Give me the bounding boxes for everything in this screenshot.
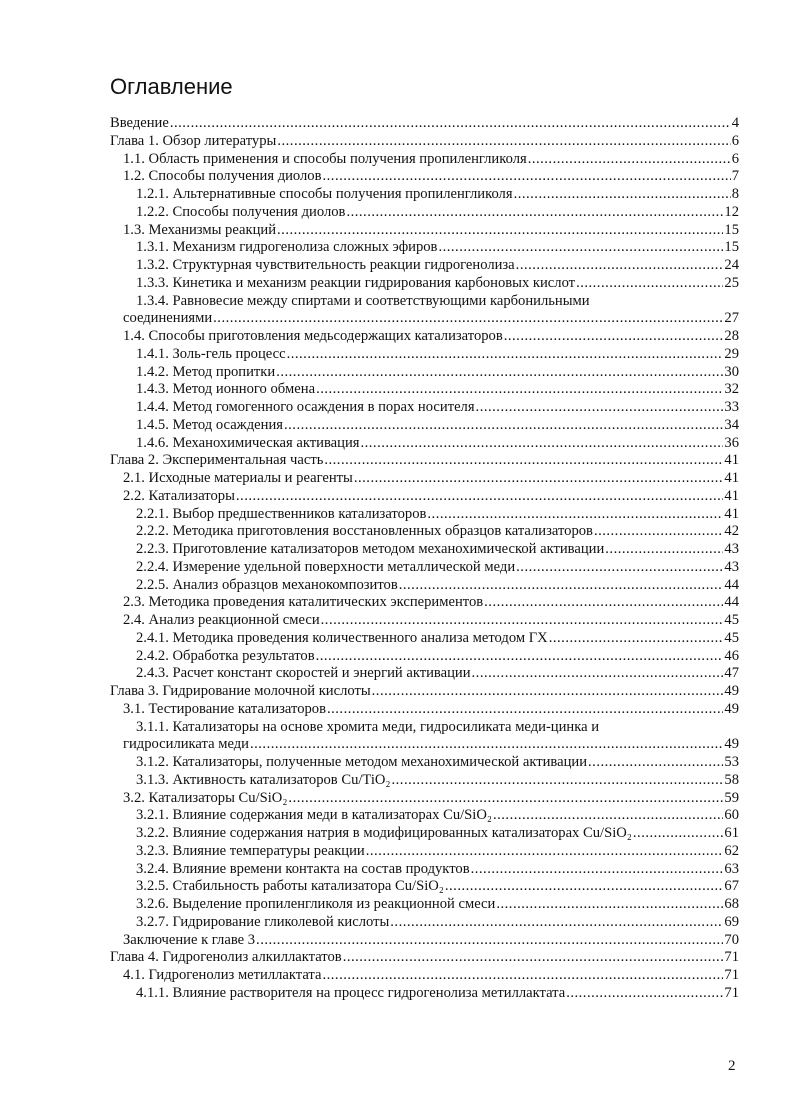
dot-leader <box>528 151 731 169</box>
toc-entry-page: 4 <box>731 115 739 131</box>
toc-entry-title: 1.4.5. Метод осаждения <box>136 416 283 433</box>
dot-leader <box>277 222 723 240</box>
dot-leader <box>472 665 724 683</box>
toc-entry-title: 1.2.1. Альтернативные способы получения пропиленгликоля <box>136 186 513 202</box>
toc-entry-page: 15 <box>724 221 739 238</box>
toc-entry[interactable] <box>110 257 739 275</box>
toc-entry[interactable] <box>110 843 739 861</box>
dot-leader <box>496 896 723 914</box>
dot-leader <box>516 559 723 577</box>
toc-entry-title: 1.1. Область применения и способы получения пропиленгликоля <box>123 150 527 167</box>
toc-entry-title: 3.1. Тестирование катализаторов <box>123 700 326 717</box>
toc-entry-title[interactable]: 3.1.1. Катализаторы на основе хромита меди, гидросиликата меди-цинка и <box>136 718 600 735</box>
toc-entry-page: 6 <box>731 150 739 167</box>
dot-leader <box>514 186 731 204</box>
toc-entry-page: 33 <box>724 399 739 415</box>
toc-entry-page: 49 <box>724 683 739 699</box>
toc-entry-title: 2.2.1. Выбор предшественников катализаторов <box>136 505 427 522</box>
toc-entry-title: Заключение к главе 3 <box>123 931 256 948</box>
toc-entry-page: 71 <box>724 949 739 966</box>
toc-entry[interactable] <box>110 790 739 808</box>
toc-entry-page: 27 <box>724 310 739 327</box>
toc-entry-page: 61 <box>724 825 739 841</box>
toc-entry-title: Глава 4. Гидрогенолиз алкиллактатов <box>110 949 342 966</box>
toc-entry-page: 67 <box>724 878 739 895</box>
toc-entry-title: 1.3. Механизмы реакций <box>123 221 277 238</box>
dot-leader <box>321 612 724 630</box>
toc-entry-title: 1.4.3. Метод ионного обмена <box>136 381 316 398</box>
toc-entry[interactable] <box>110 967 739 985</box>
toc-entry[interactable] <box>110 985 739 1003</box>
toc-entry-page: 7 <box>731 168 739 185</box>
toc-entry[interactable] <box>110 364 739 382</box>
toc-entry[interactable] <box>110 399 739 417</box>
dot-leader <box>256 932 723 950</box>
toc-entry[interactable] <box>110 204 739 222</box>
toc-entry[interactable] <box>110 435 739 453</box>
toc-entry-page: 49 <box>724 700 739 717</box>
dot-leader <box>288 790 723 808</box>
page-title: Оглавление <box>110 74 233 99</box>
dot-leader <box>213 310 723 328</box>
toc-entry-title: 3.2.1. Влияние содержания меди в катализаторах Cu/SiO₂ <box>136 807 492 824</box>
dot-leader <box>366 843 724 861</box>
dot-leader <box>399 577 724 595</box>
dot-leader <box>484 594 723 612</box>
toc-entry[interactable] <box>110 151 739 169</box>
toc-entry[interactable] <box>110 310 739 328</box>
dot-leader <box>588 754 723 772</box>
toc-entry-title: 3.2.7. Гидрирование гликолевой кислоты <box>136 913 390 930</box>
toc-entry-page: 36 <box>724 434 739 451</box>
page-number: 2 <box>728 1058 736 1074</box>
toc-entry[interactable] <box>110 186 739 204</box>
toc-entry-page: 28 <box>724 328 739 344</box>
toc-entry-title: 2.1. Исходные материалы и реагенты <box>123 470 353 486</box>
toc-entry-page: 24 <box>724 257 739 273</box>
toc-entry-page: 47 <box>724 665 739 682</box>
toc-entry-page: 46 <box>724 647 739 664</box>
dot-leader <box>322 967 723 985</box>
toc-entry[interactable] <box>110 772 739 790</box>
dot-leader <box>343 949 724 967</box>
toc-entry-page: 43 <box>724 558 739 575</box>
toc-entry-page: 25 <box>724 274 739 291</box>
toc-entry-page: 60 <box>724 807 739 824</box>
toc-entry[interactable] <box>110 861 739 879</box>
toc-entry-title: 4.1. Гидрогенолиз метиллактата <box>123 967 322 983</box>
dot-leader <box>445 878 724 896</box>
toc-entry-page: 34 <box>724 416 739 433</box>
dot-leader <box>605 541 723 559</box>
toc-entry[interactable] <box>110 115 739 133</box>
dot-leader <box>284 417 723 435</box>
toc-entry-title: 1.3.2. Структурная чувствительность реакции гидрогенолиза <box>136 257 515 273</box>
toc-entry-page: 45 <box>724 612 739 628</box>
toc-entry[interactable] <box>110 133 739 151</box>
toc-entry[interactable] <box>110 754 739 772</box>
toc-entry[interactable] <box>110 346 739 364</box>
dot-leader <box>360 435 723 453</box>
toc-entry-title: 1.4.4. Метод гомогенного осаждения в порах носителя <box>136 399 475 415</box>
toc-entry-title: Глава 2. Экспериментальная часть <box>110 452 324 469</box>
dot-leader <box>427 506 723 524</box>
toc-entry-title: 2.3. Методика проведения каталитических экспериментов <box>123 594 484 611</box>
toc-entry-title: Глава 3. Гидрирование молочной кислоты <box>110 683 371 699</box>
toc-entry-title[interactable]: 1.3.4. Равновесие между спиртами и соответствующими карбонильными <box>136 292 590 309</box>
toc-entry-title: 2.2.5. Анализ образцов механокомпозитов <box>136 576 398 593</box>
toc-entry[interactable] <box>110 736 739 754</box>
toc-entry[interactable] <box>110 328 739 346</box>
toc-entry-continuation: гидросиликата меди <box>123 736 249 753</box>
toc-entry-title: 3.2.6. Выделение пропиленгликоля из реакционной смеси <box>136 896 496 912</box>
toc-entry[interactable] <box>110 665 739 683</box>
toc-entry-continuation: соединениями <box>123 310 213 327</box>
toc-entry-page: 71 <box>724 984 739 1001</box>
toc-entry-title: 2.2.4. Измерение удельной поверхности металлической меди <box>136 558 516 575</box>
dot-leader <box>594 523 723 541</box>
dot-leader <box>516 257 724 275</box>
toc-entry-title: 2.2. Катализаторы <box>123 487 235 504</box>
toc-entry-page: 41 <box>724 470 739 486</box>
toc-entry-page: 15 <box>724 239 739 256</box>
toc-entry-page: 43 <box>724 541 739 557</box>
toc-entry-title: 1.4. Способы приготовления медьсодержащих катализаторов <box>123 328 503 344</box>
dot-leader <box>250 736 723 754</box>
dot-leader <box>236 488 724 506</box>
toc-entry[interactable] <box>110 452 739 470</box>
toc-entry-title: 3.2. Катализаторы Cu/SiO₂ <box>123 789 288 806</box>
toc-entry-page: 69 <box>724 913 739 930</box>
toc-entry-title: Введение <box>110 115 169 131</box>
toc-entry[interactable] <box>110 612 739 630</box>
toc-entry-page: 41 <box>724 505 739 522</box>
toc-entry[interactable] <box>110 506 739 524</box>
dot-leader <box>170 115 731 133</box>
toc-entry-title: 1.3.3. Кинетика и механизм реакции гидрирования карбоновых кислот <box>136 274 576 291</box>
dot-leader <box>372 683 724 701</box>
toc-entry-page: 71 <box>724 967 739 983</box>
toc-entry-page: 70 <box>724 931 739 948</box>
toc-entry-page: 49 <box>724 736 739 753</box>
toc-entry[interactable] <box>110 807 739 825</box>
toc-entry[interactable] <box>110 381 739 399</box>
toc-entry-title: 4.1.1. Влияние растворителя на процесс гидрогенолиза метиллактата <box>136 984 566 1001</box>
toc-entry-title: 1.2. Способы получения диолов <box>123 168 322 185</box>
toc-entry-title: 3.2.5. Стабильность работы катализатора Cu/SiO₂ <box>136 878 444 895</box>
toc-entry-page: 45 <box>724 629 739 646</box>
dot-leader <box>390 914 723 932</box>
toc-entry[interactable] <box>110 648 739 666</box>
toc-entry-title: 1.3.1. Механизм гидрогенолиза сложных эфиров <box>136 239 438 256</box>
toc-entry-title: 3.1.3. Активность катализаторов Cu/TiO₂ <box>136 771 391 788</box>
dot-leader <box>438 239 723 257</box>
toc-entry[interactable] <box>110 932 739 950</box>
toc-entry[interactable] <box>110 239 739 257</box>
toc-entry-title: 3.1.2. Катализаторы, полученные методом механохимической активации <box>136 754 588 770</box>
toc-entry[interactable] <box>110 701 739 719</box>
toc-entry-title: 1.4.6. Механохимическая активация <box>136 434 360 451</box>
dot-leader <box>346 204 723 222</box>
dot-leader <box>476 399 724 417</box>
toc-entry-page: 63 <box>724 860 739 877</box>
toc-entry[interactable] <box>110 222 739 240</box>
toc-entry-title: 2.2.3. Приготовление катализаторов методом механохимической активации <box>136 541 605 557</box>
toc-entry-title: 1.4.1. Золь-гель процесс <box>136 345 286 362</box>
toc-entry[interactable] <box>110 914 739 932</box>
toc-entry[interactable] <box>110 470 739 488</box>
dot-leader <box>323 168 731 186</box>
toc-entry-page: 58 <box>724 771 739 788</box>
toc-entry[interactable] <box>110 949 739 967</box>
dot-leader <box>277 133 730 151</box>
toc-entry-page: 30 <box>724 363 739 380</box>
toc-entry[interactable] <box>110 559 739 577</box>
toc-entry[interactable] <box>110 825 739 843</box>
toc-entry[interactable] <box>110 523 739 541</box>
toc-entry-page: 41 <box>724 452 739 469</box>
dot-leader <box>471 861 724 879</box>
toc-entry[interactable] <box>110 594 739 612</box>
toc-entry-page: 41 <box>724 487 739 504</box>
dot-leader <box>276 364 723 382</box>
toc-entry[interactable] <box>110 275 739 293</box>
toc-entry-page: 44 <box>724 576 739 593</box>
toc-entry[interactable] <box>110 630 739 648</box>
toc-entry-title: 2.4. Анализ реакционной смеси <box>123 612 320 628</box>
toc-entry-title: 1.2.2. Способы получения диолов <box>136 203 346 220</box>
toc-entry-page: 32 <box>724 381 739 398</box>
toc-entry-title: 3.2.2. Влияние содержания натрия в модифицированных катализаторах Cu/SiO₂ <box>136 825 632 841</box>
toc-entry[interactable] <box>110 417 739 435</box>
toc-entry-title: 3.2.4. Влияние времени контакта на состав продуктов <box>136 860 470 877</box>
toc-entry-title: 2.4.3. Расчет констант скоростей и энергий активации <box>136 665 471 682</box>
toc-entry-title: 2.4.1. Методика проведения количественного анализа методом ГХ <box>136 629 548 646</box>
dot-leader <box>287 346 724 364</box>
toc-entry-page: 6 <box>731 132 739 149</box>
dot-leader <box>549 630 724 648</box>
dot-leader <box>324 452 723 470</box>
toc-entry-page: 68 <box>724 896 739 912</box>
toc-entry-page: 59 <box>724 789 739 806</box>
dot-leader <box>354 470 724 488</box>
toc-entry[interactable] <box>110 541 739 559</box>
toc-entry-page: 12 <box>724 203 739 220</box>
toc-entry[interactable] <box>110 577 739 595</box>
toc-entry-title: 1.4.2. Метод пропитки <box>136 363 276 380</box>
dot-leader <box>316 381 723 399</box>
dot-leader <box>566 985 723 1003</box>
dot-leader <box>576 275 723 293</box>
toc-entry-page: 42 <box>724 523 739 540</box>
toc-entry-page: 53 <box>724 754 739 770</box>
toc-entry[interactable] <box>110 168 739 186</box>
toc-entry[interactable] <box>110 878 739 896</box>
toc-entry[interactable] <box>110 896 739 914</box>
toc-entry-page: 8 <box>731 186 739 202</box>
toc-entry-title: 2.2.2. Методика приготовления восстановленных образцов катализаторов <box>136 523 593 540</box>
dot-leader <box>316 648 724 666</box>
toc-entry-page: 29 <box>724 345 739 362</box>
toc-entry-title: Глава 1. Обзор литературы <box>110 132 277 149</box>
table-of-contents <box>110 115 739 1003</box>
dot-leader <box>392 772 724 790</box>
dot-leader <box>633 825 724 843</box>
toc-entry-title: 2.4.2. Обработка результатов <box>136 647 315 664</box>
dot-leader <box>504 328 724 346</box>
dot-leader <box>327 701 723 719</box>
dot-leader <box>493 807 723 825</box>
toc-entry[interactable] <box>110 488 739 506</box>
toc-entry[interactable] <box>110 683 739 701</box>
toc-entry-title: 3.2.3. Влияние температуры реакции <box>136 842 365 859</box>
toc-entry-page: 62 <box>724 842 739 859</box>
toc-entry-page: 44 <box>724 594 739 611</box>
